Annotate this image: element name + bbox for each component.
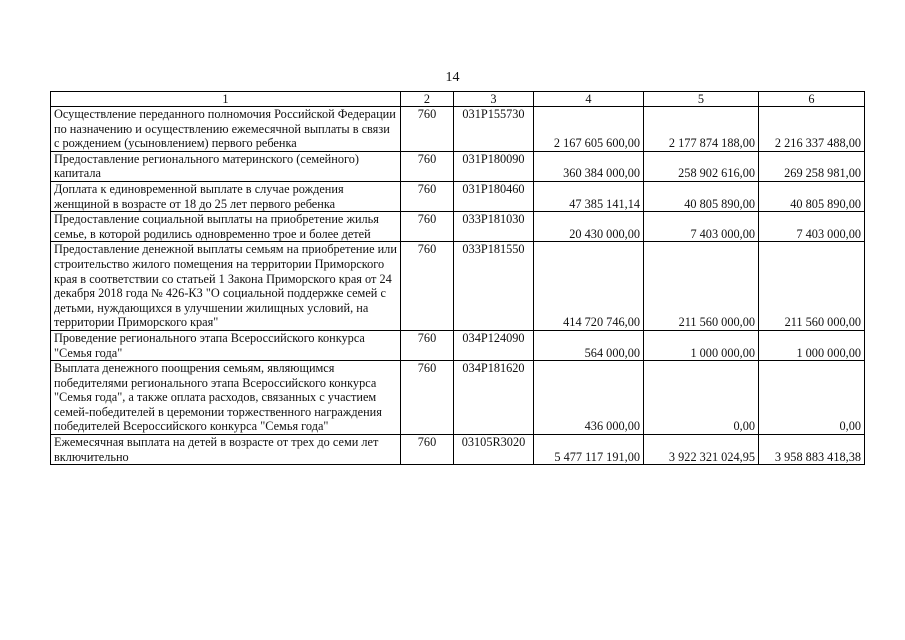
expense-name: Предоставление денежной выплаты семьям на приобретение или строительство жилого помещения на территории Приморского края в соответствии со статьей 1 Закона Приморского края от 24 декабря 2018 года № 426-КЗ "О социальной поддержке семей с детьми, нуждающихся в улучшении жилищных условий, на территории Приморского края" bbox=[51, 242, 401, 331]
amount-col5: 258 902 616,00 bbox=[644, 151, 759, 181]
table-row bbox=[51, 361, 865, 435]
department-code: 760 bbox=[401, 435, 454, 465]
department-code: 760 bbox=[401, 242, 454, 331]
table-row bbox=[51, 181, 865, 211]
column-header: 2 bbox=[401, 92, 454, 107]
expense-name: Доплата к единовременной выплате в случае рождения женщиной в возрасте от 18 до 25 лет первого ребенка bbox=[51, 181, 401, 211]
target-article-code: 031P155730 bbox=[454, 107, 534, 152]
target-article-code: 034P181620 bbox=[454, 361, 534, 435]
amount-col4: 360 384 000,00 bbox=[534, 151, 644, 181]
target-article-code: 03105R3020 bbox=[454, 435, 534, 465]
amount-col4: 414 720 746,00 bbox=[534, 242, 644, 331]
budget-table bbox=[50, 91, 865, 465]
amount-col6: 0,00 bbox=[759, 361, 865, 435]
table-row bbox=[51, 107, 865, 152]
amount-col4: 564 000,00 bbox=[534, 330, 644, 360]
expense-name: Проведение регионального этапа Всероссийского конкурса "Семья года" bbox=[51, 330, 401, 360]
column-header: 3 bbox=[454, 92, 534, 107]
department-code: 760 bbox=[401, 361, 454, 435]
amount-col4: 5 477 117 191,00 bbox=[534, 435, 644, 465]
column-header: 5 bbox=[644, 92, 759, 107]
table-row bbox=[51, 435, 865, 465]
amount-col6: 211 560 000,00 bbox=[759, 242, 865, 331]
department-code: 760 bbox=[401, 151, 454, 181]
target-article-code: 031P180090 bbox=[454, 151, 534, 181]
amount-col5: 0,00 bbox=[644, 361, 759, 435]
amount-col6: 269 258 981,00 bbox=[759, 151, 865, 181]
amount-col6: 2 216 337 488,00 bbox=[759, 107, 865, 152]
department-code: 760 bbox=[401, 107, 454, 152]
expense-name: Предоставление социальной выплаты на приобретение жилья семье, в которой родились одновременно трое и более детей bbox=[51, 212, 401, 242]
amount-col6: 3 958 883 418,38 bbox=[759, 435, 865, 465]
amount-col6: 40 805 890,00 bbox=[759, 181, 865, 211]
expense-name: Осуществление переданного полномочия Российской Федерации по назначению и осуществлению ежемесячной выплаты в связи с рождением (усыновлением) первого ребенка bbox=[51, 107, 401, 152]
amount-col4: 436 000,00 bbox=[534, 361, 644, 435]
table-row bbox=[51, 212, 865, 242]
amount-col4: 2 167 605 600,00 bbox=[534, 107, 644, 152]
amount-col4: 20 430 000,00 bbox=[534, 212, 644, 242]
amount-col5: 3 922 321 024,95 bbox=[644, 435, 759, 465]
column-header: 1 bbox=[51, 92, 401, 107]
amount-col5: 7 403 000,00 bbox=[644, 212, 759, 242]
expense-name: Выплата денежного поощрения семьям, являющимся победителями регионального этапа Всероссийского конкурса "Семья года", а также оплата расходов, связанных с участием семей-победителей в церемонии торжественного награждения победителей Всероссийского конкурса "Семья года" bbox=[51, 361, 401, 435]
department-code: 760 bbox=[401, 330, 454, 360]
target-article-code: 033P181030 bbox=[454, 212, 534, 242]
amount-col4: 47 385 141,14 bbox=[534, 181, 644, 211]
target-article-code: 031P180460 bbox=[454, 181, 534, 211]
expense-name: Ежемесячная выплата на детей в возрасте от трех до семи лет включительно bbox=[51, 435, 401, 465]
amount-col5: 211 560 000,00 bbox=[644, 242, 759, 331]
column-number-row bbox=[51, 92, 865, 107]
department-code: 760 bbox=[401, 212, 454, 242]
column-header: 4 bbox=[534, 92, 644, 107]
column-header: 6 bbox=[759, 92, 865, 107]
amount-col5: 2 177 874 188,00 bbox=[644, 107, 759, 152]
amount-col6: 1 000 000,00 bbox=[759, 330, 865, 360]
table-row bbox=[51, 151, 865, 181]
target-article-code: 034P124090 bbox=[454, 330, 534, 360]
department-code: 760 bbox=[401, 181, 454, 211]
amount-col6: 7 403 000,00 bbox=[759, 212, 865, 242]
page-number: 14 bbox=[445, 70, 460, 85]
target-article-code: 033P181550 bbox=[454, 242, 534, 331]
expense-name: Предоставление регионального материнского (семейного) капитала bbox=[51, 151, 401, 181]
amount-col5: 1 000 000,00 bbox=[644, 330, 759, 360]
table-row bbox=[51, 330, 865, 360]
amount-col5: 40 805 890,00 bbox=[644, 181, 759, 211]
table-row bbox=[51, 242, 865, 331]
